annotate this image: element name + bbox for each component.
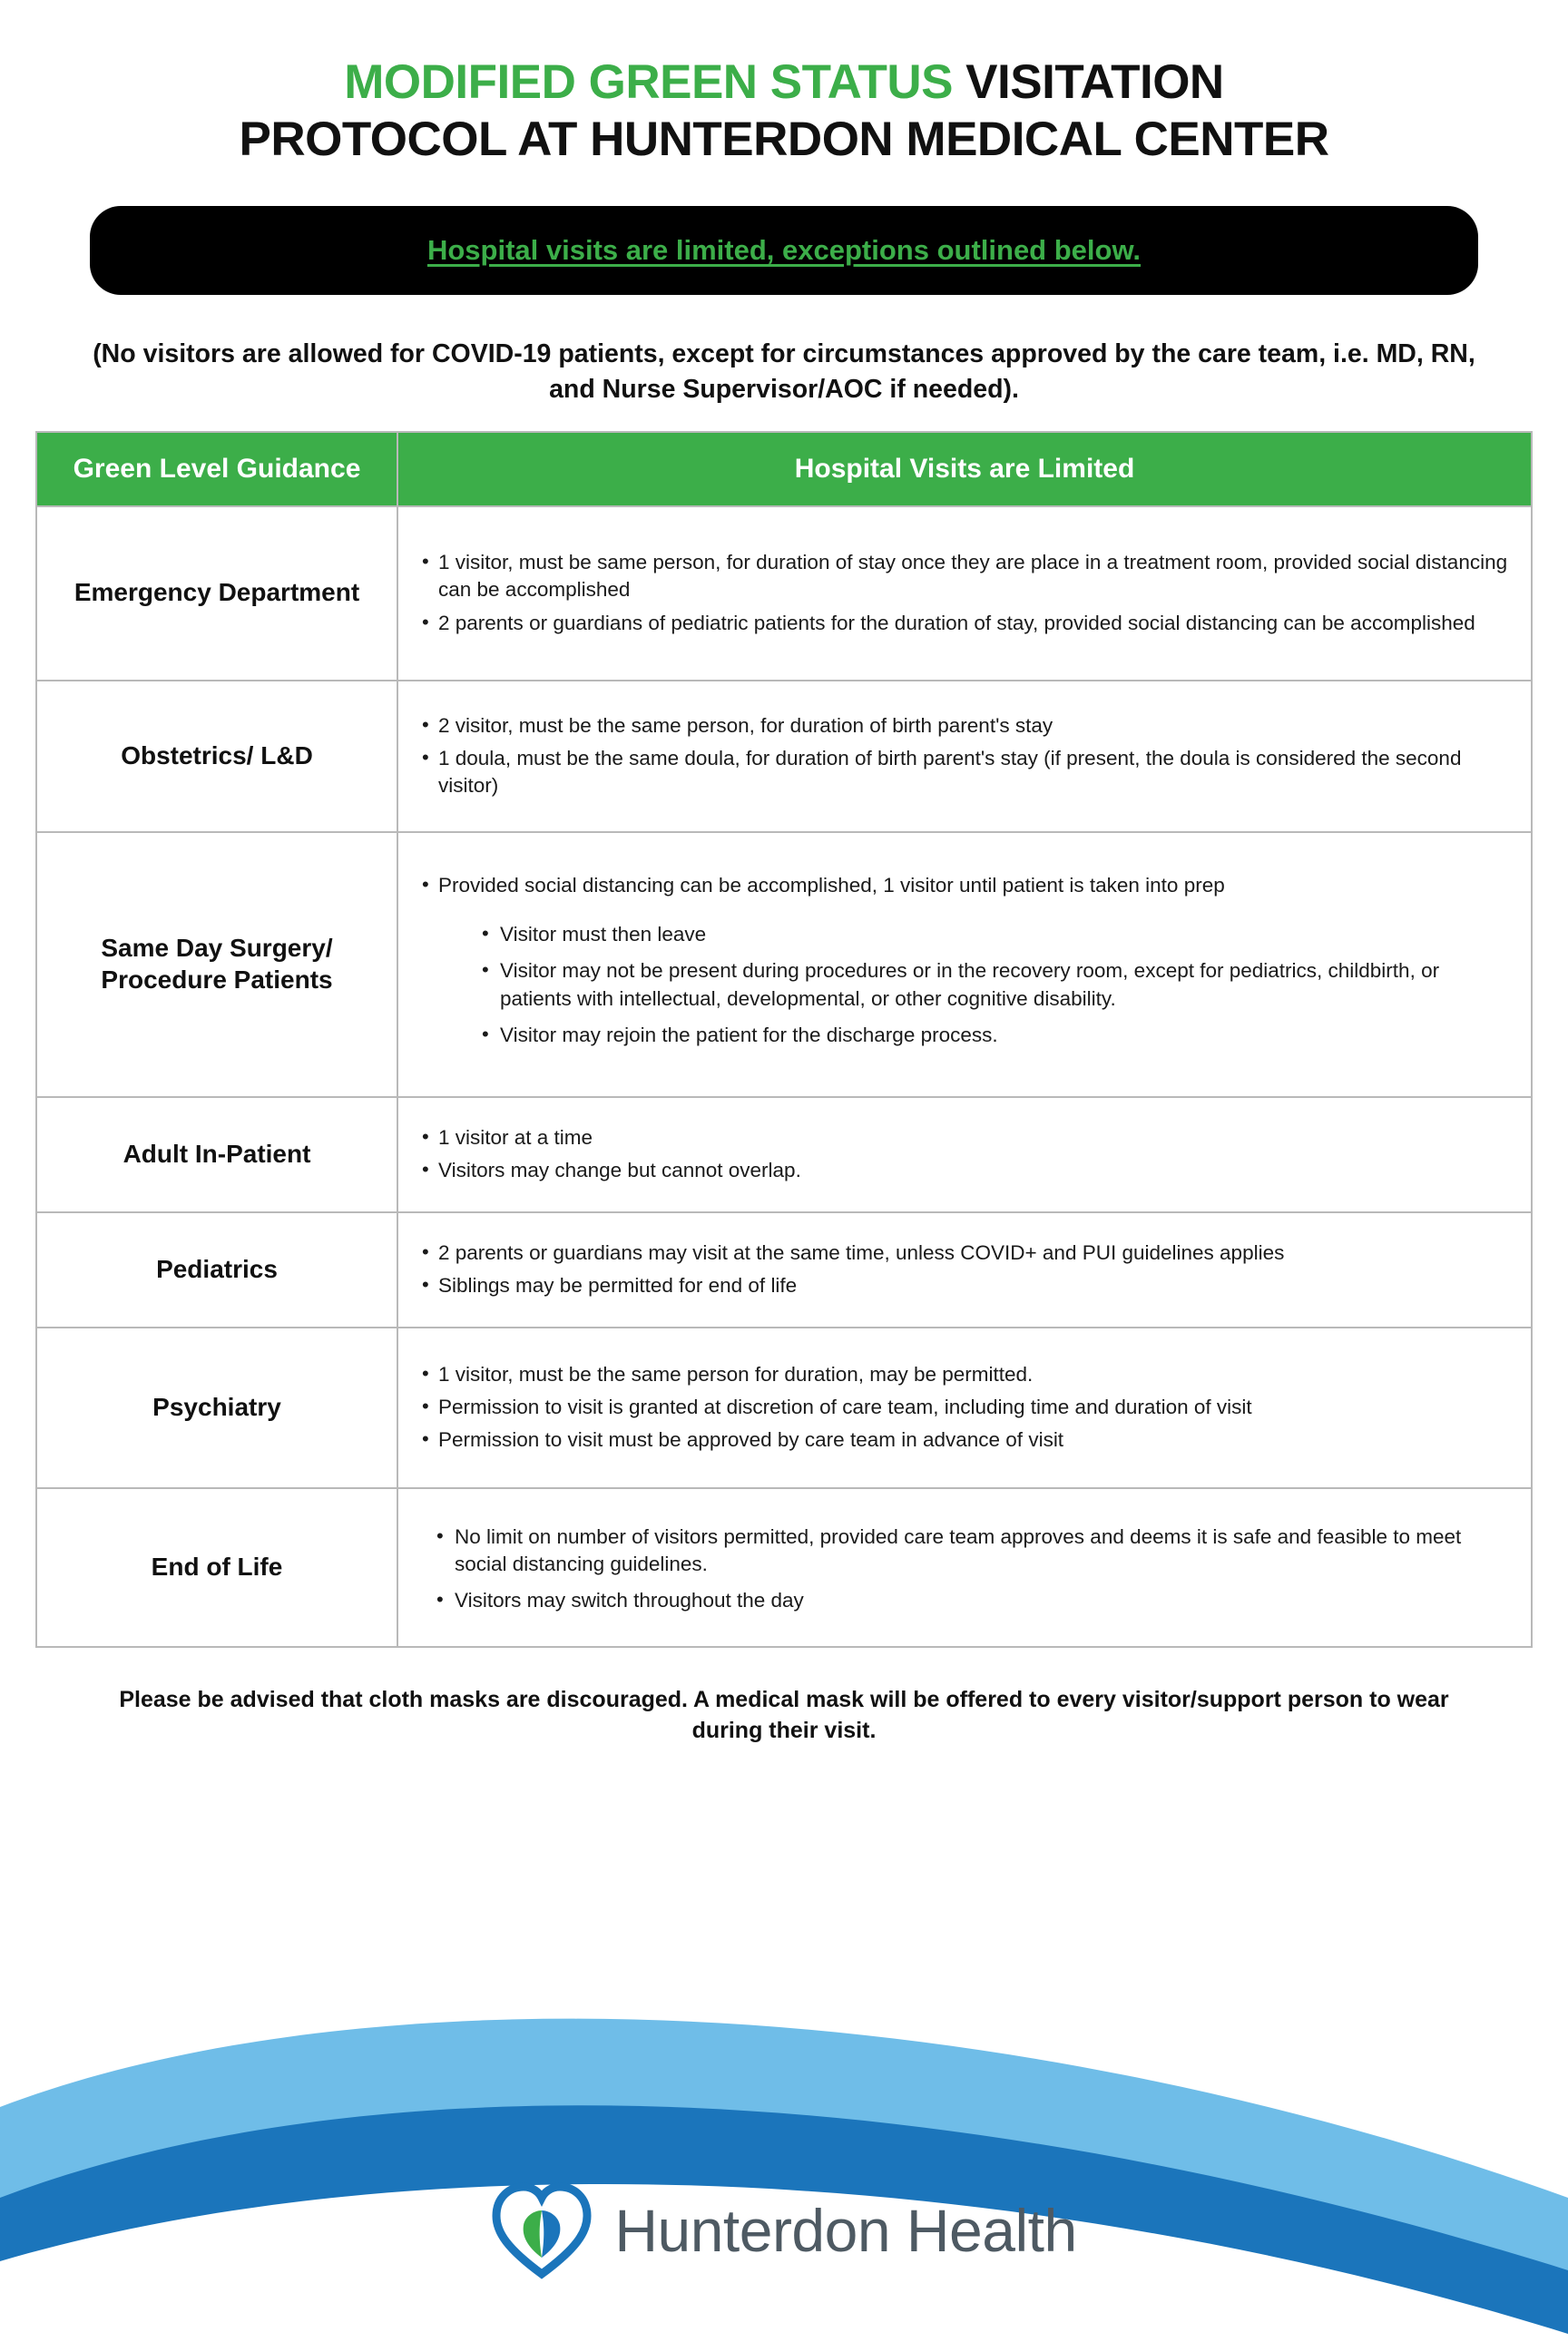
list-item: • Provided social distancing can be accomplished, 1 visitor until patient is taken into prep — [418, 872, 1509, 899]
table-row — [37, 681, 1531, 833]
bullet-list — [418, 544, 1509, 642]
visitation-table — [35, 431, 1533, 1648]
bullet-list — [418, 1234, 1509, 1306]
list-item: • Visitor must then leave — [480, 921, 1509, 948]
row-label-obstetrics: Obstetrics/ L&D — [37, 681, 398, 831]
heart-leaf-icon — [491, 2180, 593, 2281]
list-item: • Siblings may be permitted for end of life — [418, 1272, 1509, 1299]
list-item: • Visitors may change but cannot overlap. — [418, 1157, 1509, 1184]
page-title — [0, 0, 1568, 168]
row-label-end-of-life: End of Life — [37, 1489, 398, 1646]
row-content-emergency-department — [398, 507, 1531, 680]
row-label-emergency-department: Emergency Department — [37, 507, 398, 680]
table-row — [37, 1328, 1531, 1489]
banner-wrap — [0, 206, 1568, 295]
table-row — [37, 1098, 1531, 1213]
title-line-2: PROTOCOL AT HUNTERDON MEDICAL CENTER — [239, 112, 1329, 166]
row-content-pediatrics — [398, 1213, 1531, 1327]
bullet-list — [418, 707, 1509, 806]
logo-text: Hunterdon Health — [614, 2197, 1077, 2264]
list-item: • 2 parents or guardians may visit at the same time, unless COVID+ and PUI guidelines applies — [418, 1240, 1509, 1267]
banner-text: Hospital visits are limited, exceptions outlined below. — [426, 234, 1142, 267]
limited-visits-banner — [90, 206, 1478, 295]
title-green-status: MODIFIED GREEN STATUS — [344, 55, 953, 109]
header-hospital-visits-limited: Hospital Visits are Limited — [794, 453, 1135, 484]
title-line-1 — [54, 54, 1514, 112]
list-item: • 1 visitor at a time — [418, 1124, 1509, 1152]
sub-bullet-list — [418, 912, 1509, 1059]
list-item: • 1 visitor, must be the same person for duration, may be permitted. — [418, 1361, 1509, 1388]
list-item: • Visitors may switch throughout the day — [435, 1587, 1509, 1614]
row-content-adult-in-patient — [398, 1098, 1531, 1211]
row-content-end-of-life — [398, 1489, 1531, 1646]
row-label-same-day-surgery: Same Day Surgery/ Procedure Patients — [37, 833, 398, 1096]
footer-logo — [0, 2180, 1568, 2281]
table-row — [37, 1213, 1531, 1328]
list-item: • 2 parents or guardians of pediatric patients for the duration of stay, provided social distancing can be accomplished — [418, 610, 1509, 637]
list-item: • 2 visitor, must be the same person, for duration of birth parent's stay — [418, 712, 1509, 740]
wave-graphic — [0, 1971, 1568, 2352]
header-green-level-guidance: Green Level Guidance — [37, 433, 398, 505]
bullet-list — [418, 867, 1509, 905]
mask-advisory-note: Please be advised that cloth masks are discouraged. A medical mask will be offered to every visitor/support person to wear during their visit. — [119, 1686, 1449, 1744]
table-row — [37, 1489, 1531, 1646]
list-item: • Permission to visit must be approved by care team in advance of visit — [418, 1426, 1509, 1454]
row-content-same-day-surgery — [398, 833, 1531, 1096]
bullet-list — [418, 1514, 1509, 1624]
bullet-list — [418, 1356, 1509, 1460]
row-label-pediatrics: Pediatrics — [37, 1213, 398, 1327]
list-item: • 1 visitor, must be same person, for duration of stay once they are place in a treatment room, provided social distancing can be accomplished — [418, 549, 1509, 604]
wave-svg — [0, 1971, 1568, 2352]
list-item: • Visitor may rejoin the patient for the discharge process. — [480, 1022, 1509, 1049]
row-content-psychiatry — [398, 1328, 1531, 1487]
list-item: • Visitor may not be present during procedures or in the recovery room, except for pediatrics, childbirth, or patients with intellectual, developmental, or other cognitive disability. — [480, 957, 1509, 1013]
list-item: • Permission to visit is granted at discretion of care team, including time and duration of visit — [418, 1394, 1509, 1421]
row-content-obstetrics — [398, 681, 1531, 831]
list-item: • 1 doula, must be the same doula, for duration of birth parent's stay (if present, the doula is considered the second visitor) — [418, 745, 1509, 800]
table-header-row — [37, 433, 1531, 507]
title-visitation: VISITATION — [952, 55, 1224, 109]
table-row — [37, 507, 1531, 681]
table-row — [37, 833, 1531, 1098]
bullet-list — [418, 1119, 1509, 1191]
row-label-adult-in-patient: Adult In-Patient — [37, 1098, 398, 1211]
covid-exception-note: (No visitors are allowed for COVID-19 patients, except for circumstances approved by the care team, i.e. MD, RN, and Nurse Supervisor/AOC if needed). — [93, 339, 1475, 404]
row-label-psychiatry: Psychiatry — [37, 1328, 398, 1487]
list-item: • No limit on number of visitors permitted, provided care team approves and deems it is safe and feasible to meet social distancing guidelines. — [435, 1524, 1509, 1579]
